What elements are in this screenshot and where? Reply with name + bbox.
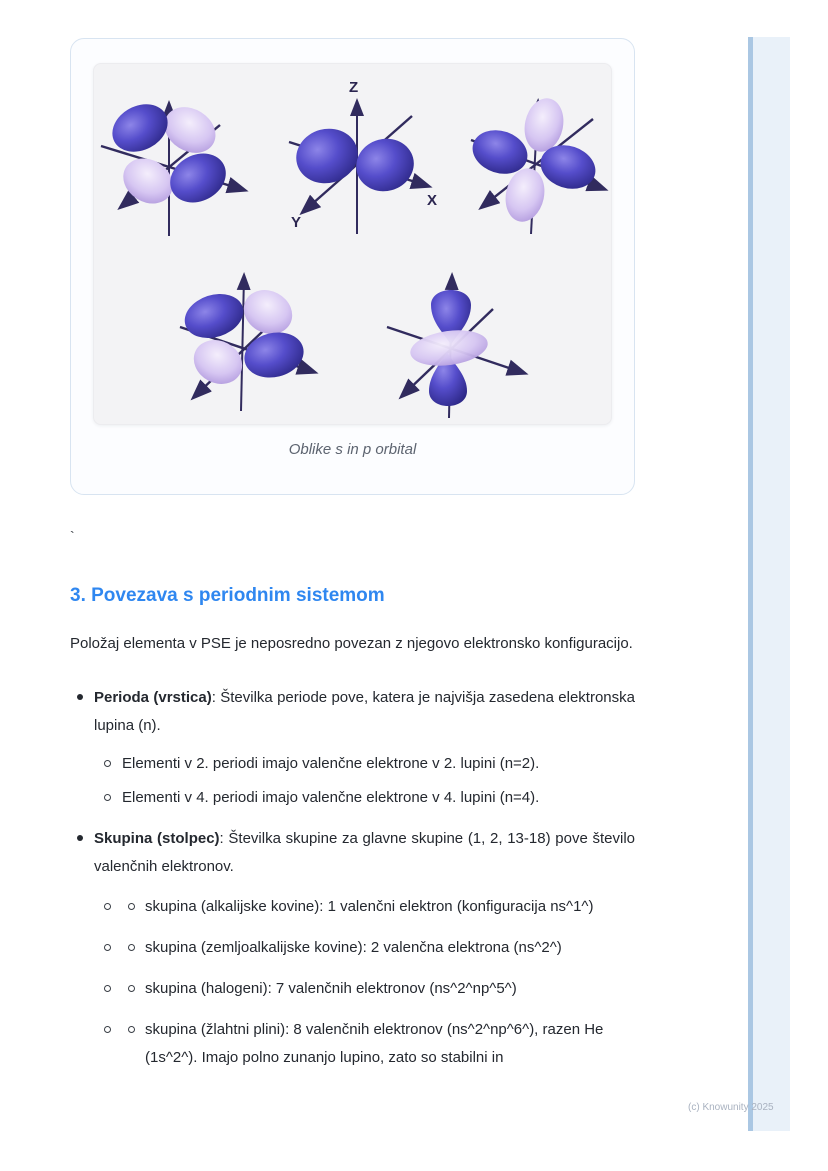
sub-item bbox=[94, 1016, 635, 1072]
sub-item-text: skupina (žlahtni plini): 8 valenčnih elektronov (ns^2^np^6^), razen He (1s^2^). Imajo polno zunanjo lupino, zato so stabilni in bbox=[145, 1021, 604, 1066]
axis-label-y: Y bbox=[291, 214, 302, 231]
document-content bbox=[70, 0, 635, 1072]
list-item-label: Skupina (stolpec) bbox=[94, 830, 220, 847]
next-page-preview-strip bbox=[753, 37, 790, 1131]
bullet-list bbox=[70, 684, 635, 1072]
sub-item-text: skupina (zemljoalkalijske kovine): 2 valenčna elektrona (ns^2^) bbox=[145, 939, 562, 956]
sub-item-text: Elementi v 4. periodi imajo valenčne elektrone v 4. lupini (n=4). bbox=[122, 789, 540, 806]
bullet-circle-icon bbox=[128, 944, 135, 951]
list-item-text: : Številka skupine za glavne skupine (1, 2, 13-18) pove število valenčnih elektronov. bbox=[94, 830, 635, 875]
sub-item bbox=[94, 750, 635, 778]
sub-item bbox=[94, 784, 635, 812]
sub-item-text: skupina (halogeni): 7 valenčnih elektronov (ns^2^np^5^) bbox=[145, 980, 517, 997]
bullet-circle-icon bbox=[104, 944, 111, 951]
sub-item bbox=[94, 893, 635, 921]
orbital-diagram-4 bbox=[179, 276, 314, 411]
sub-list-skupina bbox=[94, 893, 635, 1072]
copyright-watermark: (c) Knowunity 2025 bbox=[688, 1102, 774, 1113]
section-heading: 3. Povezava s periodnim sistemom bbox=[70, 585, 385, 606]
axis-label-x: X bbox=[427, 192, 438, 209]
orbital-figure-card bbox=[70, 38, 635, 495]
bullet-circle-icon bbox=[128, 985, 135, 992]
orbital-diagram-1 bbox=[101, 95, 244, 236]
sub-item bbox=[94, 975, 635, 1003]
bullet-disc-icon bbox=[77, 694, 83, 700]
bullet-circle-icon bbox=[128, 1026, 135, 1033]
figure-caption: Oblike s in p orbital bbox=[288, 441, 417, 458]
axis-label-z: Z bbox=[349, 79, 359, 96]
sub-item bbox=[94, 934, 635, 962]
bullet-circle-icon bbox=[104, 794, 111, 801]
bullet-disc-icon bbox=[77, 835, 83, 841]
orbital-diagram-5 bbox=[387, 276, 524, 418]
bullet-circle-icon bbox=[104, 760, 111, 767]
bullet-circle-icon bbox=[104, 1026, 111, 1033]
list-item-skupina bbox=[70, 825, 635, 1072]
orbital-diagram-3 bbox=[467, 95, 604, 234]
intro-paragraph: Položaj elementa v PSE je neposredno povezan z njegovo elektronsko konfiguracijo. bbox=[70, 635, 633, 652]
bullet-circle-icon bbox=[104, 903, 111, 910]
orbitals-image bbox=[94, 64, 612, 425]
list-item-label: Perioda (vrstica) bbox=[94, 689, 212, 706]
list-item-perioda bbox=[70, 684, 635, 812]
sub-item-text: skupina (alkalijske kovine): 1 valenčni elektron (konfiguracija ns^1^) bbox=[145, 898, 594, 915]
stray-character: ` bbox=[70, 528, 75, 544]
sub-item-text: Elementi v 2. periodi imajo valenčne elektrone v 2. lupini (n=2). bbox=[122, 755, 540, 772]
orbital-diagram-2 bbox=[289, 79, 437, 234]
bullet-circle-icon bbox=[104, 985, 111, 992]
list-item-text: : Številka periode pove, katera je najvišja zasedena elektronska lupina (n). bbox=[94, 689, 635, 734]
bullet-circle-icon bbox=[128, 903, 135, 910]
sub-list-perioda bbox=[94, 750, 635, 812]
orbital-figure-panel bbox=[93, 63, 612, 425]
